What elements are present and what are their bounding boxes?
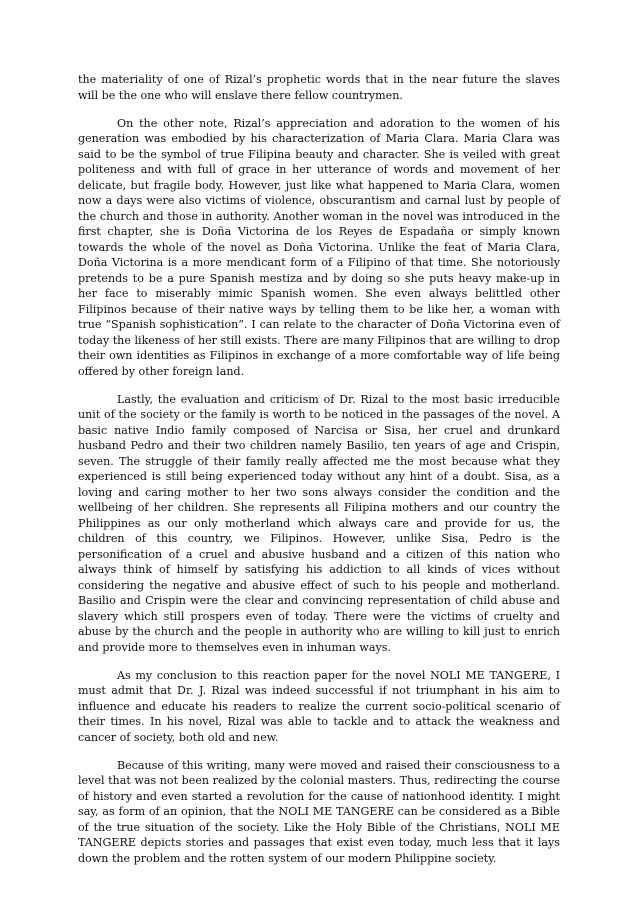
paragraph-maria-clara: On the other note, Rizal’s appreciation and adoration to the women of his generation was embodied by his characterization of Maria Clara. Maria Clara was said to be the symbol of true Filipina beauty and character. She is veiled with great politeness and with full of grace in her utterance of words and movement of her delicate, but fragile body. However, just like what happened to Maria Clara, women now a days were also victims of violence, obscurantism and carnal lust by people of the church and those in authority. Another woman in the novel was introduced in the first chapter, she is Doña Victorina de los Reyes de Espadaña or simply known towards the whole of the novel as Doña Victorina. Unlike the feat of Maria Clara, Doña Victorina is a more mendicant form of a Filipino of that time. She notoriously pretends to be a pure Spanish mestiza and by doing so she puts heavy make-up in her face to miserably mimic Spanish women. She even always belittled other Filipinos because of their native ways by telling them to be like her, a woman with true “Spanish sophistication”. I can relate to the character of Doña Victorina even of today the likeness of her still exists. There are many Filipinos that are willing to drop their own identities as Filipinos in exchange of a more comfortable way of life being offered by other foreign land. (78, 116, 560, 378)
paragraph-final: Because of this writing, many were moved and raised their consciousness to a level that was not been realized by the colonial masters. Thus, redirecting the course of history and even started a revolution for the cause of nationhood identity. I might say, as form of an opinion, that the NOLI ME TANGERE can be considered as a Bible of the true situation of the society. Like the Holy Bible of the Christians, NOLI ME TANGERE depicts stories and passages that exist even today, much less that it lays down the problem and the rotten system of our modern Philippine society. (78, 758, 560, 865)
paragraph-family: Lastly, the evaluation and criticism of Dr. Rizal to the most basic irreducible unit of the society or the family is worth to be noticed in the passages of the novel. A basic native Indio family composed of Narcisa or Sisa, her cruel and drunkard husband Pedro and their two children namely Basilio, ten years of age and Crispin, seven. The struggle of their family really affected me the most because what they experienced is still being experienced today without any hint of a doubt. Sisa, as a loving and caring mother to her two sons always consider the condition and the wellbeing of her children. She represents all Filipina mothers and our country the Philippines as our only motherland which always care and provide for us, the children of this country, we Filipinos. However, unlike Sisa, Pedro is the personification of a cruel and abusive husband and a citizen of this nation who always think of himself by satisfying his addiction to all kinds of vices without considering the negative and abusive effect of such to his people and motherland. Basilio and Crispin were the clear and convincing representation of child abuse and slavery which still prospers even of today. There were the victims of cruelty and abuse by the church and the people in authority who are willing to kill just to enrich and provide more to themselves even in inhuman ways. (78, 392, 560, 654)
document-body (78, 72, 560, 879)
paragraph-continuation: the materiality of one of Rizal’s prophetic words that in the near future the slaves will be the one who will enslave there fellow countrymen. (78, 73, 560, 102)
paragraph-conclusion: As my conclusion to this reaction paper for the novel NOLI ME TANGERE, I must admit that Dr. J. Rizal was indeed successful if not triumphant in his aim to influence and educate his readers to realize the current socio-political scenario of their times. In his novel, Rizal was able to tackle and to attack the weakness and cancer of society, both old and new. (78, 668, 560, 744)
